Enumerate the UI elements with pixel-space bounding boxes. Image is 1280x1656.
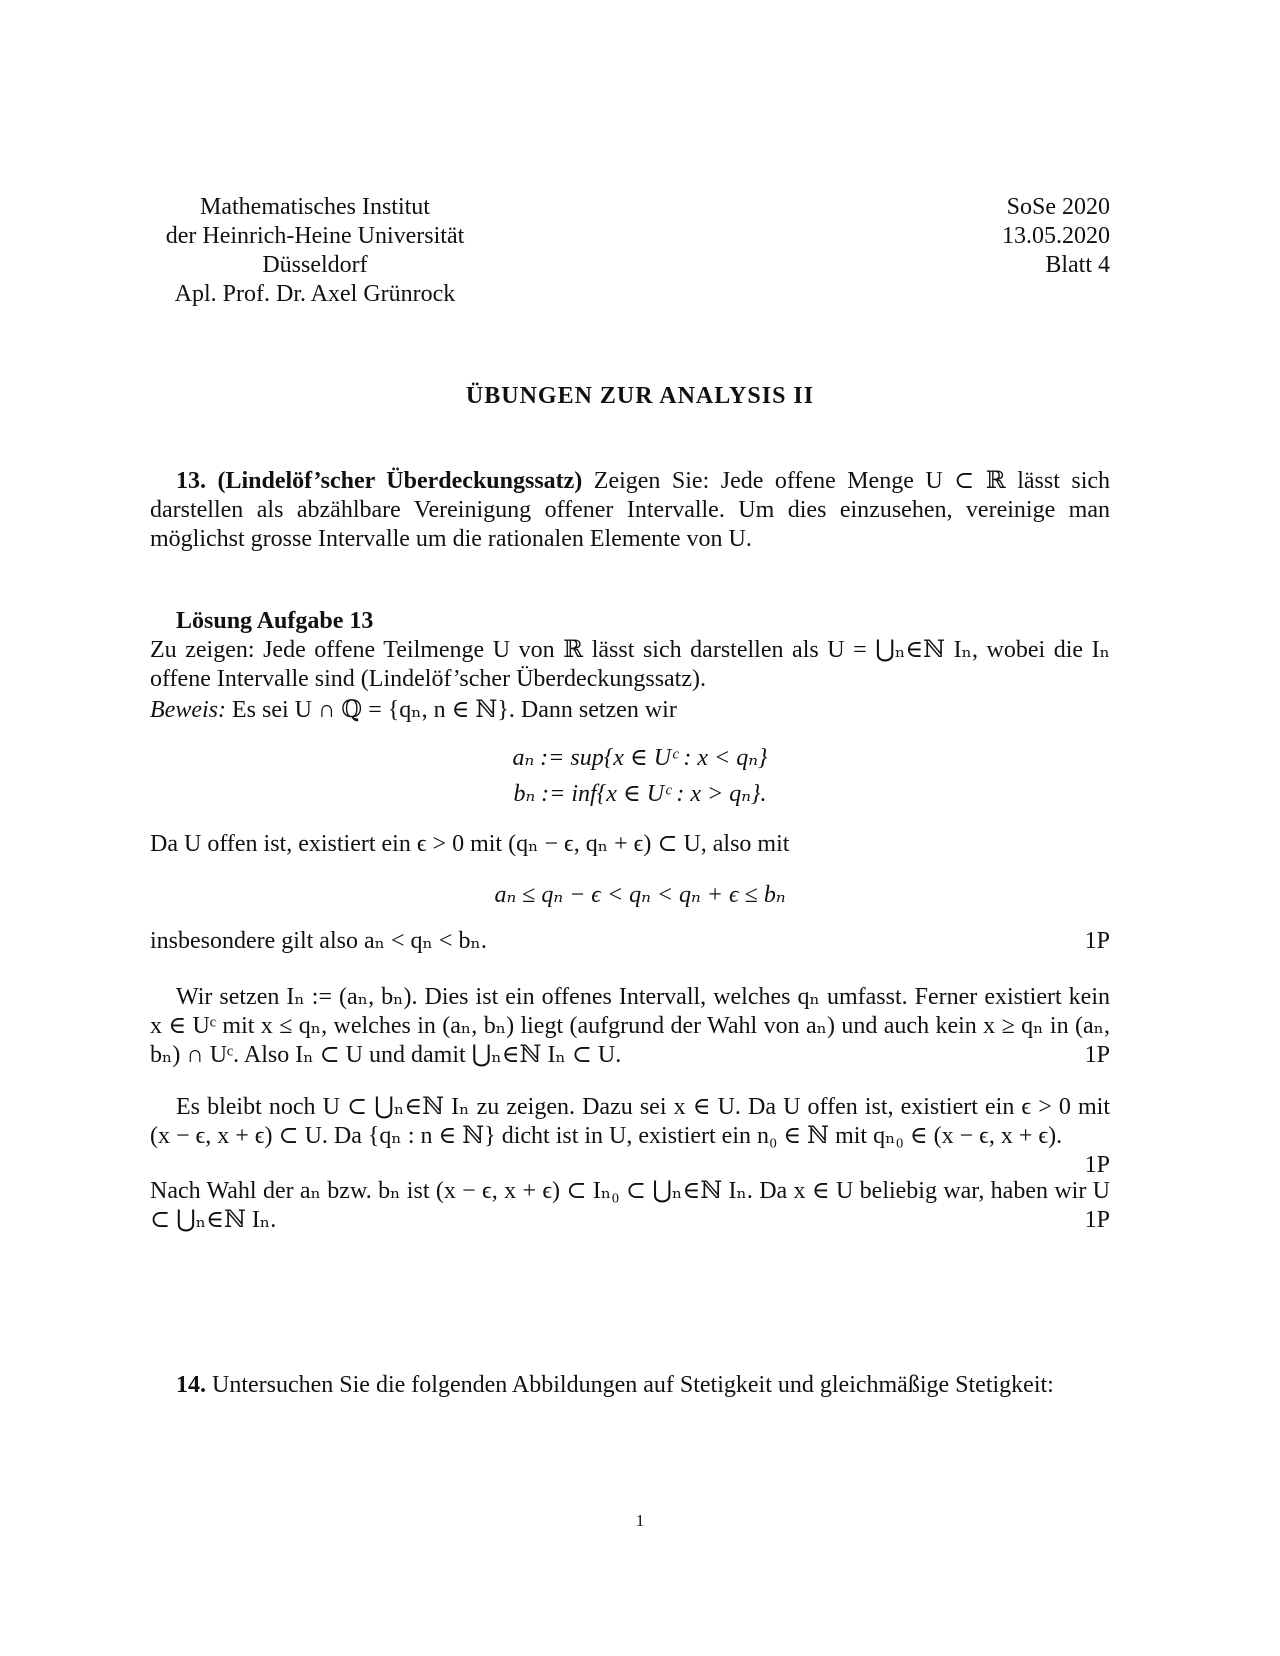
sheet-number: Blatt 4 (1045, 252, 1110, 278)
institute-line: Apl. Prof. Dr. Axel Grünrock (174, 281, 456, 307)
points-label: 1P (1084, 1152, 1110, 1178)
exercise-number: 13. (176, 468, 206, 494)
points-label: 1P (1084, 1207, 1110, 1233)
institute-line: Mathematisches Institut (200, 194, 430, 220)
open-set-text: Da U offen ist, existiert ein ϵ > 0 mit (qₙ − ϵ, qₙ + ϵ) ⊂ U, also mit (150, 831, 790, 857)
semester: SoSe 2020 (1006, 194, 1110, 220)
consequence-text: insbesondere gilt also aₙ < qₙ < bₙ. (150, 928, 487, 954)
exercise-heading: (Lindelöf’scher Überdeckungssatz) (217, 468, 583, 494)
solution-intro: Zu zeigen: Jede offene Teilmenge U von ℝ lässt sich darstellen als U = ⋃ₙ∈ℕ Iₙ, wobei die Iₙ offene Intervalle sind (Lindelöf’scher Überdeckungssatz). (150, 637, 1110, 692)
exercise-text: Untersuchen Sie die folgenden Abbildungen auf Stetigkeit und gleichmäßige Stetigkeit: (212, 1372, 1054, 1398)
solution-heading (150, 607, 1110, 636)
solution-title: Lösung Aufgabe 13 (176, 608, 374, 634)
proof-paragraph-3 (150, 1093, 1110, 1180)
proof-text: Es sei U ∩ ℚ = {qₙ, n ∈ ℕ}. Dann setzen wir (231, 697, 677, 723)
exercise-14 (150, 1371, 1130, 1400)
paragraph-text: Wir setzen Iₙ := (aₙ, bₙ). Dies ist ein offenes Intervall, welches qₙ umfasst. Ferner existiert kein x ∈ Uᶜ mit x ≤ qₙ, welches in (aₙ, bₙ) liegt (aufgrund der Wahl von aₙ) und auch kein x ≥ qₙ in (aₙ, bₙ) ∩ Uᶜ. Also Iₙ ⊂ U und damit ⋃ₙ∈ℕ Iₙ ⊂ U. (150, 984, 1110, 1068)
proof-start (150, 696, 1110, 725)
institute-block (150, 193, 480, 309)
equation-inequality: aₙ ≤ qₙ − ϵ < qₙ < qₙ + ϵ ≤ bₙ (494, 882, 786, 908)
proof-label: Beweis: (150, 697, 226, 723)
equation-an: aₙ := sup{x ∈ Uᶜ : x < qₙ} (512, 745, 768, 771)
paragraph-text: Es bleibt noch U ⊂ ⋃ₙ∈ℕ Iₙ zu zeigen. Dazu sei x ∈ U. Da U offen ist, existiert ein ϵ > 0 mit (x − ϵ, x + ϵ) ⊂ U. Da {qₙ : n ∈ ℕ} dicht ist in U, existiert ein n₀ ∈ ℕ mit qₙ₀ ∈ (x − ϵ, x + ϵ). (150, 1094, 1110, 1149)
points-label: 1P (1084, 1042, 1110, 1068)
date: 13.05.2020 (1002, 223, 1110, 249)
exercise-13 (150, 467, 1110, 554)
semester-block (890, 193, 1110, 280)
institute-line: Düsseldorf (262, 252, 368, 278)
paragraph-text: Nach Wahl der aₙ bzw. bₙ ist (x − ϵ, x + ϵ) ⊂ Iₙ₀ ⊂ ⋃ₙ∈ℕ Iₙ. Da x ∈ U beliebig war, haben wir U ⊂ ⋃ₙ∈ℕ Iₙ. (150, 1178, 1111, 1233)
page-title: ÜBUNGEN ZUR ANALYSIS II (465, 383, 815, 409)
institute-line: der Heinrich-Heine Universität (165, 223, 465, 249)
points-label: 1P (1084, 928, 1110, 954)
exercise-text: Zeigen Sie: Jede offene Menge U ⊂ ℝ lässt sich darstellen als abzählbare Vereinigung offener Intervalle. Um dies einzusehen, vereinige man möglichst grosse Intervalle um die rationalen Elemente von U. (150, 468, 1111, 552)
page-number: 1 (635, 1511, 645, 1530)
consequence-line (150, 927, 1110, 956)
proof-paragraph-4 (150, 1177, 1110, 1235)
proof-paragraph-2 (150, 983, 1110, 1070)
exercise-number: 14. (176, 1372, 206, 1398)
equation-bn: bₙ := inf{x ∈ Uᶜ : x > qₙ}. (513, 781, 767, 807)
